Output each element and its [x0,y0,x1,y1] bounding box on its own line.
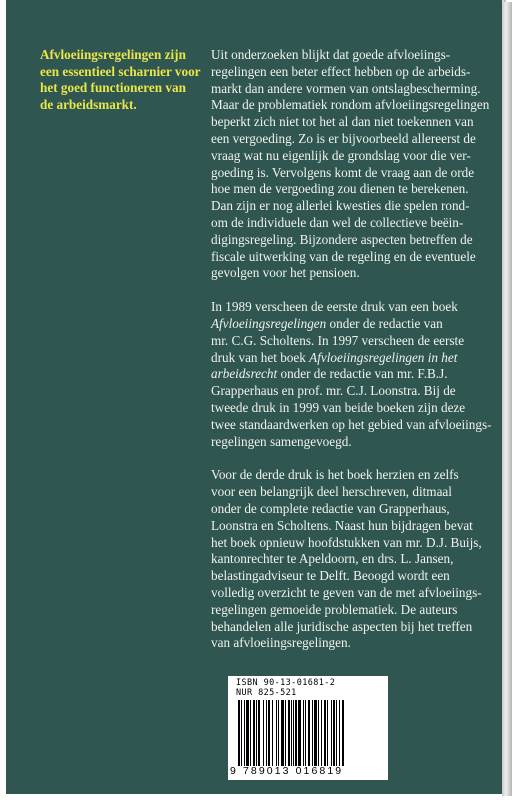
text-line: twee standaardwerken op het gebied van afvloeiings- [211,416,492,432]
barcode-bar [272,700,273,766]
text-line: Maar de problematiek rondom afvloeiingsregelingen [211,97,490,113]
text-line: regelingen gemoeide problematiek. De auteurs [211,601,458,617]
barcode-bar [342,700,344,766]
text-line: mr. C.G. Scholtens. In 1997 verscheen de eerste [211,332,465,348]
barcode-bar [241,700,242,766]
text-line: Uit onderzoeken blijkt dat goede afvloeiings- [211,47,451,62]
book-title-italic: Afvloeiingsregelingen in het [309,349,458,365]
barcode-bar [285,700,286,766]
barcode-bar [288,700,290,766]
book-title-italic: arbeidsrecht [211,366,278,382]
barcode-bar [305,700,306,766]
barcode-bar [258,700,260,766]
blurb-paragraph-2 [211,299,492,450]
barcode-bar [256,700,257,766]
tagline [40,47,208,113]
barcode-bar [295,700,297,766]
text-line: tweede druk in 1999 van beide boeken zijn deze [211,399,466,415]
barcode-bar [308,700,310,766]
isbn-label [236,678,335,698]
text-line [211,316,483,333]
barcode-bar [238,700,240,766]
barcode-bar [331,700,332,766]
barcode-bar [268,700,270,766]
barcode-bar [263,700,264,766]
text-line: In 1989 verscheen de eerste druk van een boek [211,299,458,315]
barcode-bar [314,700,317,766]
text-line: gevolgen voor het pensioen. [211,265,360,281]
text-run: druk van het boek [211,349,310,365]
barcode-bar [244,700,245,766]
text-run: onder de redactie van mr. F.B.J. [277,366,448,382]
barcode-bar [281,700,284,766]
barcode-bar [293,700,294,766]
barcode-bar [278,700,279,766]
text-line: kantonrechter te Apeldoorn, en drs. L. Jansen, [211,551,454,567]
barcode-bar [324,700,326,766]
isbn-number: ISBN 90-13-01681-2 [236,678,336,688]
text-line [211,350,483,367]
text-line: markt dan andere vormen van ontslagbescherming. [211,80,481,96]
barcode-bar [318,700,319,766]
barcode-bar [327,700,328,766]
text-line: belastingadviseur te Delft. Beoogd wordt een [211,568,450,584]
barcode-bar [333,700,335,766]
page-edge [502,2,512,796]
text-line: fiscale uitwerking van de regeling en de eventuele [211,248,476,264]
text-line [211,366,483,383]
blurb [211,47,492,669]
tagline-line: Afvloeiingsregelingen zijn [40,47,186,62]
book-title-italic: Afvloeiingsregelingen [211,315,327,331]
text-line: Grapperhaus en prof. mr. C.J. Loonstra. Bij de [211,383,456,399]
text-line: regelingen samengevoegd. [211,433,352,449]
text-line: behandelen alle juridische aspecten bij het treffen [211,618,473,634]
barcode-bar [339,700,340,766]
text-line: vraag wat nu eigenlijk de grondslag voor die ver- [211,147,471,163]
blurb-paragraph-3 [211,467,483,652]
barcode-bar [321,700,322,766]
text-line: voor een belangrijk deel herschreven, ditmaal [211,484,452,500]
barcode-image [238,700,378,766]
text-run: onder de redactie van [326,315,443,331]
barcode-bar [266,700,267,766]
blurb-paragraph-1 [211,47,490,282]
tagline-line: de arbeidsmarkt. [40,96,137,112]
nur-number: NUR 825-521 [236,688,297,698]
book-back-cover [6,0,502,794]
text-line: om de individuele dan wel de collectieve beëin- [211,214,464,230]
tagline-line: een essentieel scharnier voor [40,63,201,79]
barcode-bar [336,700,337,766]
text-line: een vergoeding. Zo is er bijvoorbeeld allereerst de [211,130,476,146]
barcode-digits: 9 789013 016819 [230,765,344,777]
text-line: Dan zijn er nog allerlei kwesties die spelen rond- [211,198,470,214]
barcode-bar [250,700,251,766]
text-line: beperkt zich niet tot het al dan niet toekennen van [211,114,474,130]
barcode-bar [298,700,301,766]
text-line: digingsregeling. Bijzondere aspecten betreffen de [211,231,473,247]
text-line: hoe men de vergoeding zou dienen te berekenen. [211,181,469,197]
text-line: volledig overzicht te geven van de met afvloeiings- [211,584,482,600]
tagline-line: het goed functioneren van [40,80,186,95]
barcode-bar [246,700,249,766]
text-line: Loonstra en Scholtens. Naast hun bijdragen bevat [211,517,473,533]
text-line: regelingen een beter effect hebben op de arbeids- [211,63,471,79]
barcode-panel [228,676,388,780]
barcode-bar [303,700,304,766]
text-line: Voor de derde druk is het boek herzien en zelfs [211,467,459,483]
barcode-bar [291,700,292,766]
text-line: van afvloeiingsregelingen. [211,635,351,651]
barcode-bar [276,700,277,766]
text-line: het boek opnieuw hoofdstukken van mr. D.J. Buijs, [211,534,482,550]
text-line: goeding is. Vervolgens komt de vraag aan de orde [211,164,475,180]
text-line: onder de complete redactie van Grapperhaus, [211,500,450,516]
barcode-bar [253,700,255,766]
barcode-bar [312,700,313,766]
